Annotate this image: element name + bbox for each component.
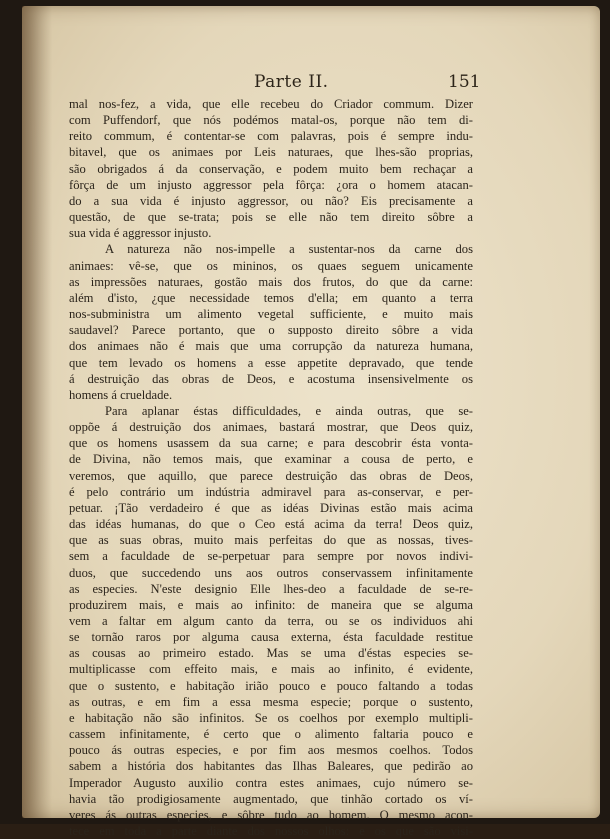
- text-line: que o sustento, e habitação irião pouco e pouco faltando a todas: [69, 678, 473, 693]
- text-line: se tornão raros por alguma causa externa, ésta faculdade restitue: [69, 630, 473, 645]
- body-text: [69, 96, 473, 839]
- text-line: oppõe á destruição dos animaes, bastará mostrar, que Deos quiz,: [69, 420, 473, 435]
- text-line: sem a faculdade de se-perpetuar para sempre por novos indivi-: [69, 549, 473, 564]
- text-line: petuar. ¡Tão verdadeiro é que as idéas Divinas estão mais acima: [69, 500, 473, 515]
- text-line: as cousas ao primeiro estado. Mas se uma d'éstas especies se-: [69, 646, 473, 661]
- text-line: reito commum, é contentar-se com palavras, pois é sempre indu-: [69, 129, 473, 144]
- text-line: pouco ás outras especies, e por fim aos mesmos coelhos. Todos: [69, 743, 473, 758]
- text-line: produzirem mais, e mais ao infinito: de maneira que se alguma: [69, 597, 473, 612]
- text-line: fôrça de um injusto aggressor pela fôrça: ¿ora o homem atacan-: [69, 177, 473, 192]
- text-line: veremos, que aquillo, que parece destruição das obras de Deos,: [69, 468, 473, 483]
- text-line: e habitação não são infinitos. Se os coelhos por exemplo multipli-: [69, 710, 473, 725]
- text-line: com Puffendorf, que nós podémos matal-os, porque não tem di-: [69, 113, 473, 128]
- text-line: bitavel, que os animaes por Leis naturaes, que lhes-são proprias,: [69, 145, 473, 160]
- text-line: havia tão prodigiosamente augmentado, que tinhão cortado os ví-: [69, 791, 473, 806]
- paragraph-1: [69, 96, 473, 241]
- text-line: das idéas humanas, do que o Ceo está acima da terra! Deos quiz,: [69, 517, 473, 532]
- text-line: vem a faltar em algum canto da terra, ou se os individuos ahi: [69, 614, 473, 628]
- text-line: animaes: vê-se, que os mininos, os quaes seguem unicamente: [69, 258, 473, 273]
- text-line: as outras, e em fim a essa mesma especie; porque o sustento,: [69, 694, 473, 709]
- text-line: Imperador Augusto auxilio contra estes animaes, cujo número se-: [69, 775, 473, 790]
- page-header: [22, 72, 600, 98]
- text-line: multiplicasse com effeito mais, e mais ao infinito, é evidente,: [69, 662, 473, 677]
- text-line: que os homens usassem da sua carne; e para descobrir ésta vonta-: [69, 436, 473, 451]
- text-line: mal nos-fez, a vida, que elle recebeu do Criador commum. Dizer: [69, 97, 473, 111]
- text-line: veres ás outras especies, e sôbre tudo ao homem. O mesmo acon-: [69, 807, 473, 822]
- text-line: que as suas obras, muito mais perfeitas do que as nossas, tives-: [69, 533, 473, 548]
- page-number: 151: [448, 72, 481, 92]
- text-line: duos, que succedendo uns aos outros conservassem infinitamente: [69, 565, 473, 580]
- text-line: sua vida é aggressor injusto.: [69, 226, 212, 241]
- text-line: que tem levado os homens a esse appetite depravado, que tende: [69, 355, 473, 370]
- text-line: é pelo contrário um indústria admiravel para as-conservar, e per-: [69, 484, 473, 499]
- paragraph-3: [69, 403, 473, 839]
- text-line: tece em toda a parte diante dos nossos olhos: e os que são visi-: [69, 824, 473, 839]
- binding-gutter: [22, 6, 52, 818]
- text-line: A natureza não nos-impelle a sustentar-nos da carne dos: [105, 242, 473, 257]
- text-line: saudavel? Parece portanto, que o supposto direito sôbre a vida: [69, 323, 473, 338]
- text-line: as impressões naturaes, gostão mais dos frutos, do que da carne:: [69, 274, 473, 289]
- text-line: sabem a história dos habitantes das Ilhas Baleares, que pedirão ao: [69, 759, 473, 774]
- text-line: do a sua vida é injusto aggressor, ou não? Eis precisamente a: [69, 193, 473, 208]
- running-head: Parte II.: [254, 72, 329, 92]
- text-line: são obrigados á da conservação, e podem muito bem rechaçar a: [69, 161, 473, 176]
- text-line: de Divina, não temos mais, que examinar a cousa de perto, e: [69, 452, 473, 467]
- text-line: questão, de que se-trata; pois se elle não tem direito sôbre a: [69, 210, 473, 225]
- text-line: cassem infinitamente, é certo que o alimento faltaria pouco e: [69, 727, 473, 742]
- text-line: dos animaes não é mais que uma corrupção da natureza humana,: [69, 339, 473, 354]
- text-line: além d'isto, ¿que necessidade temos d'ella; em quanto a terra: [69, 290, 473, 305]
- text-line: as especies. N'este designio Elle lhes-deo a faculdade de se-re-: [69, 581, 473, 596]
- text-line: Para aplanar éstas difficuldades, e ainda outras, que se-: [105, 403, 473, 418]
- paragraph-2: [69, 241, 473, 403]
- text-line: homens á crueldade.: [69, 387, 173, 402]
- text-line: á destruição das obras de Deos, e acostuma insensivelmente os: [69, 371, 473, 386]
- text-line: nos-subministra um alimento vegetal sufficiente, e muito mais: [69, 307, 473, 322]
